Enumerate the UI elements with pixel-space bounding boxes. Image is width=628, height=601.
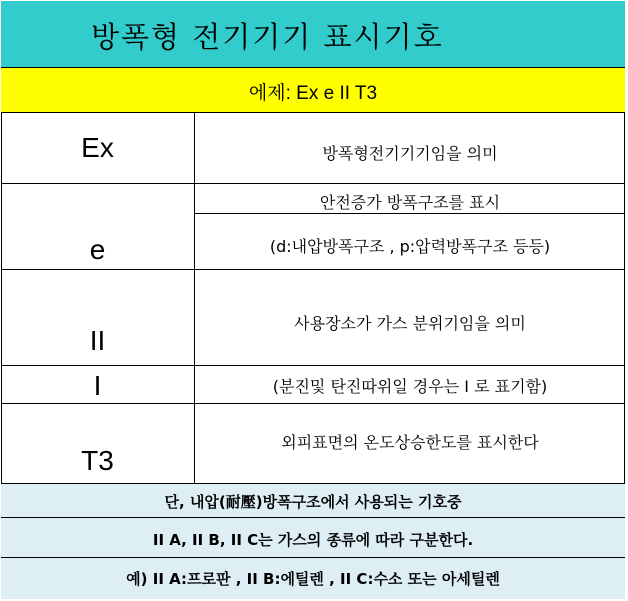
footer-line-2: II A, II B, II C는 가스의 종류에 따라 구분한다.: [152, 531, 474, 549]
desc-e-2: (d:내압방폭구조 , p:압력방폭구조 등등): [269, 237, 551, 256]
symbol-ii: II: [89, 325, 106, 356]
symbol-t3: T3: [81, 445, 114, 476]
page-title: 방폭형 전기기기 표시기호: [91, 20, 444, 54]
row-e-divider: [195, 213, 625, 214]
example-bar: [1, 68, 625, 113]
example-text: 에제: Ex e II T3: [248, 83, 378, 104]
footer-row-2: [1, 518, 625, 558]
desc-ex: 방폭형전기기기임을 의미: [322, 144, 498, 163]
footer-line-3: 예) II A:프로판 , II B:에틸렌 , II C:수소 또는 아세틸렌: [126, 570, 500, 588]
footer-row-1: [1, 484, 625, 518]
desc-i: (분진및 탄진따위일 경우는 I 로 표기함): [272, 377, 548, 396]
title-bar: [1, 1, 625, 68]
desc-ii: 사용장소가 가스 분위기임을 의미: [294, 314, 526, 333]
symbol-i: I: [93, 370, 102, 401]
footer-line-1: 단, 내압(耐壓)방폭구조에서 사용되는 기호중: [164, 493, 462, 511]
desc-e-1: 안전증가 방폭구조를 표시: [319, 193, 501, 212]
footer-row-3: [1, 558, 625, 599]
symbol-ex: Ex: [81, 132, 114, 163]
symbol-e: e: [89, 234, 106, 265]
desc-t3: 외피표면의 온도상승한도를 표시한다: [281, 433, 539, 452]
